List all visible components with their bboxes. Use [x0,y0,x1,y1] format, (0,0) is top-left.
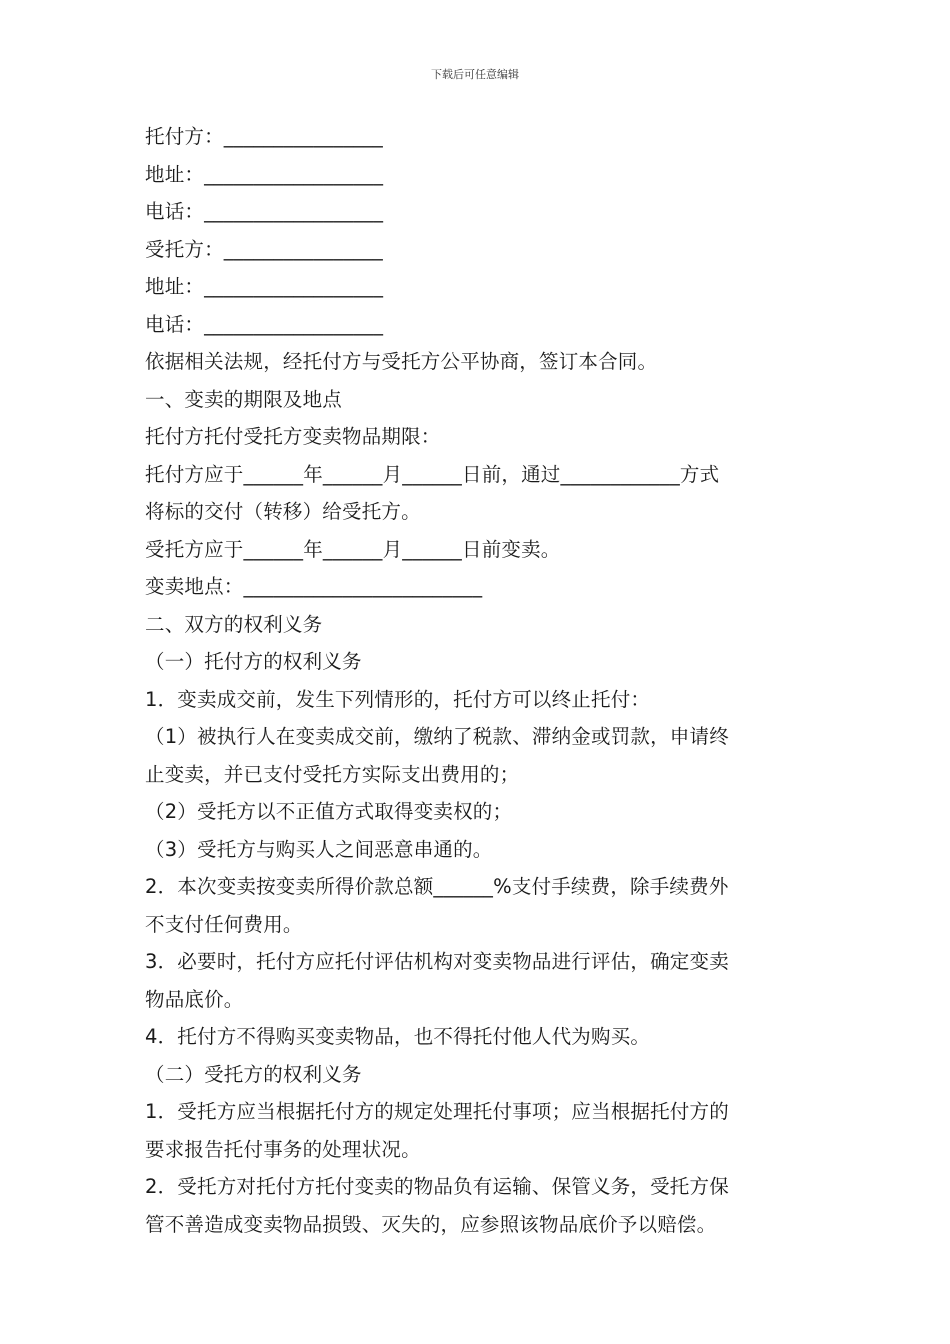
consignee-phone-field: 电话：__________________ [145,312,384,336]
consignor-field: 托付方：________________ [145,125,383,148]
paragraph-line: 物品底价。 [145,987,244,1011]
paragraph-line: 托付方应于______年______月______日前，通过____________方式 [145,462,720,486]
section-heading-1: 一、变卖的期限及地点 [145,387,343,411]
consignor-address-field: 地址：__________________ [145,162,384,186]
paragraph-line: 托付方托付受托方变卖物品期限： [145,425,441,448]
paragraph-line: 不支付任何费用。 [145,912,303,936]
consignee-field: 受托方：________________ [145,237,383,261]
paragraph-line: （1）被执行人在变卖成交前，缴纳了税款、滞纳金或罚款，申请终 [145,725,729,748]
paragraph-line: 2．受托方对托付方托付变卖的物品负有运输、保管义务，受托方保 [145,1175,729,1198]
subsection-heading-1: （一）托付方的权利义务 [145,650,362,673]
paragraph-line: 要求报告托付事务的处理状况。 [145,1137,421,1161]
paragraph-line: 将标的交付（转移）给受托方。 [145,500,421,523]
paragraph-line: 管不善造成变卖物品损毁、灭失的，应参照该物品底价予以赔偿。 [145,1212,717,1236]
paragraph-line: 1．受托方应当根据托付方的规定处理托付事项；应当根据托付方的 [145,1100,729,1123]
paragraph-line: 4．托付方不得购买变卖物品，也不得托付他人代为购买。 [145,1025,651,1048]
paragraph-line: 受托方应于______年______月______日前变卖。 [145,537,561,561]
subsection-heading-2: （二）受托方的权利义务 [145,1062,362,1086]
paragraph-line: 2．本次变卖按变卖所得价款总额______%支付手续费，除手续费外 [145,875,729,898]
page-header: 下载后可任意编辑 [431,68,519,81]
paragraph-line: （3）受托方与购买人之间恶意串通的。 [145,837,493,861]
consignor-phone-field: 电话：__________________ [145,200,384,223]
sale-location-field: 变卖地点：________________________ [145,575,483,598]
preamble: 依据相关法规，经托付方与受托方公平协商，签订本合同。 [145,350,658,373]
paragraph-line: 止变卖，并已支付受托方实际支出费用的； [145,762,520,786]
paragraph-line: 1．变卖成交前，发生下列情形的，托付方可以终止托付： [145,687,651,711]
paragraph-line: （2）受托方以不正值方式取得变卖权的； [145,800,513,823]
consignee-address-field: 地址：__________________ [145,275,384,298]
paragraph-line: 3．必要时，托付方应托付评估机构对变卖物品进行评估，确定变卖 [145,950,729,973]
section-heading-2: 二、双方的权利义务 [145,612,323,636]
contract-body [145,118,810,1243]
